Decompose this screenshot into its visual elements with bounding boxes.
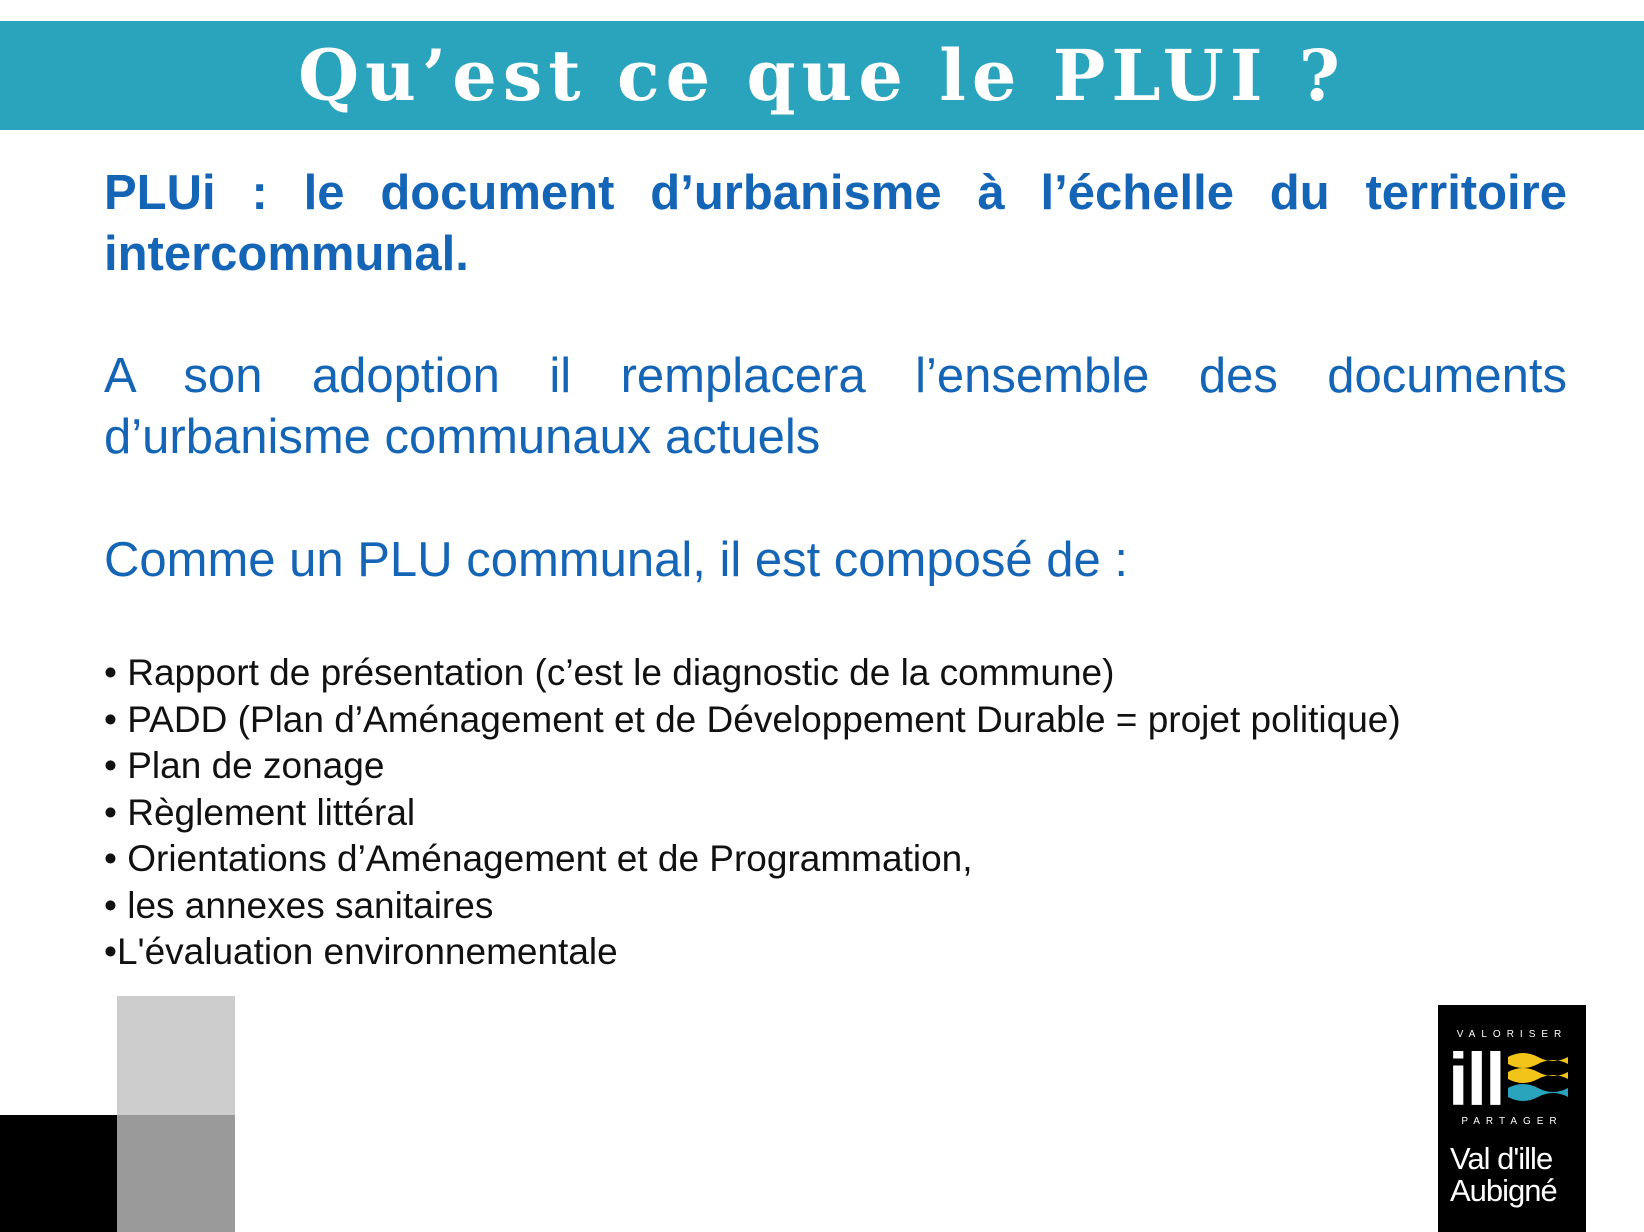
wave-yellow-1 bbox=[1508, 1053, 1568, 1068]
title-bar bbox=[0, 21, 1644, 130]
wave-yellow-2 bbox=[1508, 1068, 1568, 1083]
logo-wordmark: ill bbox=[1448, 1039, 1504, 1113]
ill-wave-logo-icon bbox=[1448, 1039, 1578, 1113]
list-item: • Rapport de présentation (c’est le diagnostic de la commune) bbox=[104, 652, 1115, 693]
logo-name-line-1: Val d'ille bbox=[1450, 1141, 1553, 1176]
decor-square-grey bbox=[117, 1115, 235, 1232]
component-list bbox=[104, 650, 1584, 976]
slide-heading: PLUi : le document d’urbanisme à l’échelle du territoire intercommunal. bbox=[104, 166, 1567, 281]
logo-name bbox=[1450, 1143, 1557, 1207]
list-item: • les annexes sanitaires bbox=[104, 884, 494, 926]
list-item: • PADD (Plan d’Aménagement et de Développement Durable = projet politique) bbox=[104, 698, 1401, 740]
decor-square-light bbox=[117, 996, 235, 1115]
wave-teal bbox=[1508, 1084, 1568, 1101]
decor-square-black bbox=[0, 1115, 117, 1232]
list-item: •L'évaluation environnementale bbox=[104, 931, 618, 972]
list-item: • Orientations d’Aménagement et de Programmation, bbox=[104, 838, 973, 879]
logo-name-line-2: Aubigné bbox=[1450, 1173, 1557, 1208]
list-item: • Plan de zonage bbox=[104, 745, 385, 786]
composition-intro: Comme un PLU communal, il est composé de : bbox=[104, 533, 1128, 587]
slide-title: Qu’est ce que le PLUI ? bbox=[298, 34, 1346, 117]
logo-tagline-bottom: PARTAGER bbox=[1461, 1116, 1563, 1127]
logo-tagline-top: VALORISER bbox=[1456, 1029, 1568, 1040]
adoption-paragraph: A son adoption il remplacera l’ensemble des documents d’urbanisme communaux actuels bbox=[104, 349, 1567, 464]
val-dille-aubigne-logo bbox=[1438, 1005, 1586, 1232]
list-item: • Règlement littéral bbox=[104, 791, 416, 833]
